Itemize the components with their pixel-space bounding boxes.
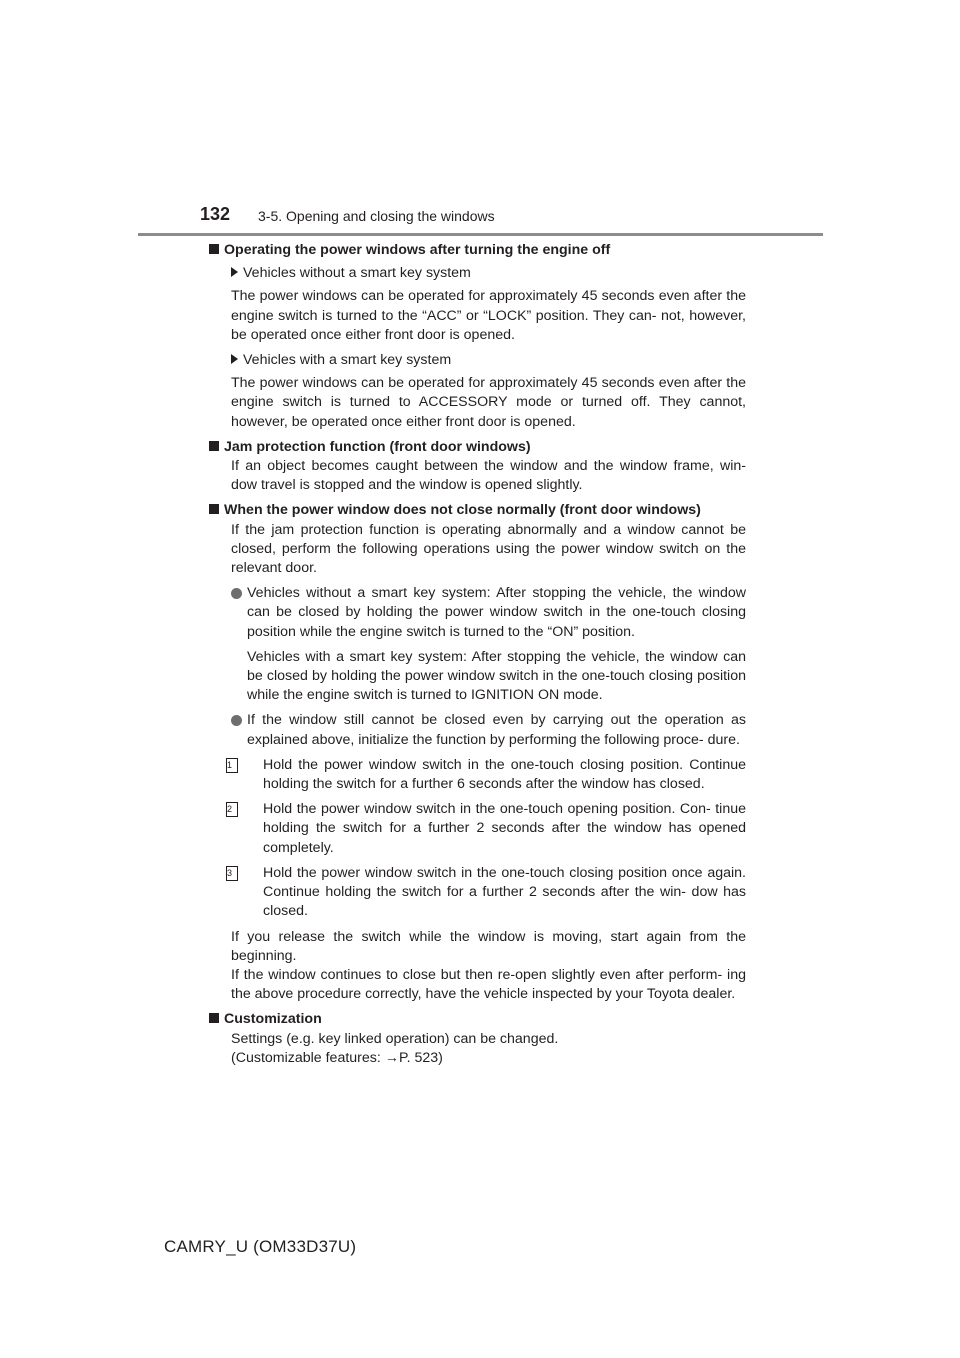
step-number-badge: 2	[226, 802, 238, 817]
circle-bullet-icon	[231, 588, 242, 599]
triangle-bullet-icon	[231, 267, 238, 277]
header-rule	[138, 233, 823, 236]
paragraph: If an object becomes caught between the window and the window frame, win- dow travel is stopped and the window is opened slightly.	[231, 458, 746, 494]
procedure-step: 3 Hold the power window switch in the one-touch closing position once again. Continue holding the switch for a further 2 seconds after the win- dow has closed.	[227, 864, 746, 920]
paragraph: If you release the switch while the window is moving, start again from the beginning.	[231, 928, 746, 964]
paragraph: If the jam protection function is operating abnormally and a window cannot be closed, perform the following operations using the power window switch on the relevant door.	[231, 521, 746, 577]
circle-bullet-icon	[231, 715, 242, 726]
procedure-step: 1 Hold the power window switch in the one-touch closing position. Continue holding the switch for a further 6 seconds after the window has closed.	[227, 756, 746, 793]
heading-customization: Customization	[209, 1010, 746, 1029]
step-number-badge: 1	[226, 758, 238, 773]
paragraph: If the window continues to close but then re-open slightly even after perform- ing the above procedure correctly, have the vehicle inspected by your Toyota dealer.	[231, 966, 746, 1003]
heading-jam-protection: Jam protection function (front door windows)	[209, 438, 746, 457]
triangle-bullet-icon	[231, 354, 238, 364]
procedure-step: 2 Hold the power window switch in the one-touch opening position. Con- tinue holding the switch for a further 2 seconds after the window has opened completely.	[227, 801, 746, 856]
paragraph: Settings (e.g. key linked operation) can be changed.	[231, 1030, 559, 1047]
square-bullet-icon	[209, 504, 219, 514]
paragraph: The power windows can be operated for approximately 45 seconds even after the engine switch is turned to the “ACC” or “LOCK” position. They can- not, however, be operated once either front door is opened.	[231, 288, 746, 343]
cross-reference-link[interactable]: (Customizable features: →P. 523)	[231, 1049, 443, 1066]
section-title: 3-5. Opening and closing the windows	[258, 208, 495, 224]
paragraph: Vehicles with a smart key system: After stopping the vehicle, the window can be closed by holding the power window switch in the one-touch closing position while the engine switch is turned to IGNITION ON mode.	[247, 648, 746, 704]
page-header	[200, 204, 820, 228]
main-content	[210, 241, 746, 1068]
list-item: Vehicles without a smart key system: After stopping the vehicle, the window can be closed by holding the power window switch in the one-touch closing position while the engine switch is turned to the “ON” position.	[231, 584, 746, 642]
square-bullet-icon	[209, 244, 219, 254]
subheading-smart-key: Vehicles with a smart key system	[231, 351, 746, 370]
square-bullet-icon	[209, 441, 219, 451]
subheading-no-smart-key: Vehicles without a smart key system	[231, 264, 746, 283]
heading-window-not-closing: When the power window does not close normally (front door windows)	[209, 501, 746, 520]
paragraph: The power windows can be operated for approximately 45 seconds even after the engine switch is turned to ACCESSORY mode or turned off. They cannot, however, be operated once either front door is opened.	[231, 375, 746, 430]
heading-operating-after-engine-off: Operating the power windows after turning the engine off	[209, 241, 746, 260]
step-number-badge: 3	[226, 866, 238, 881]
page-number: 132	[200, 204, 231, 224]
footer-model-code: CAMRY_U (OM33D37U)	[164, 1237, 357, 1256]
list-item: If the window still cannot be closed even by carrying out the operation as explained above, initialize the function by performing the following proce- dure.	[231, 711, 746, 749]
square-bullet-icon	[209, 1013, 219, 1023]
